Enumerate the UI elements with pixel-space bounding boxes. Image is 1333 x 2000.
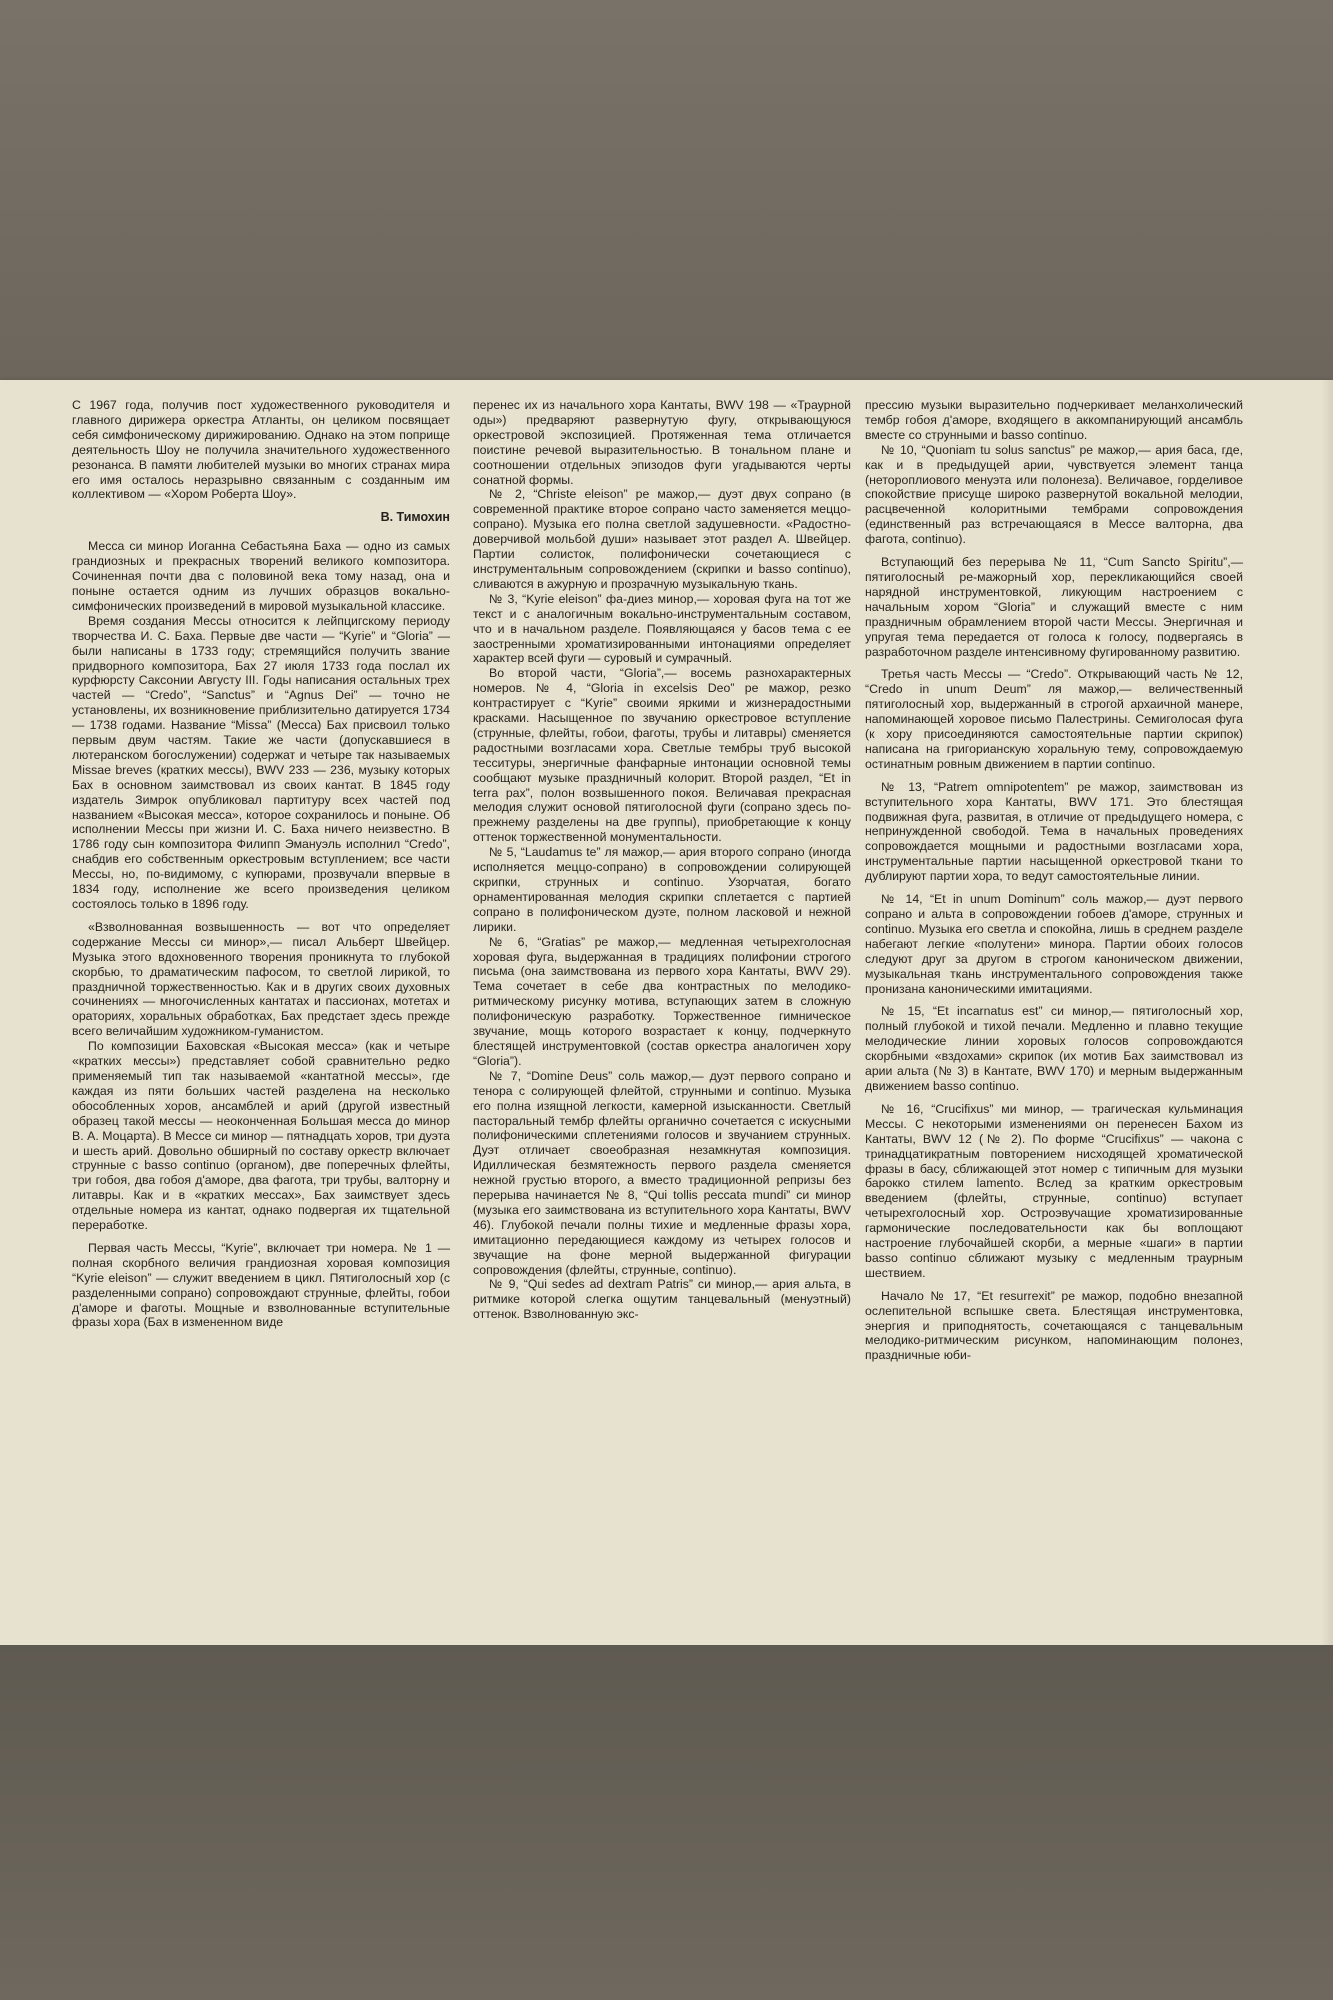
paragraph: № 13, “Patrem omnipotentem” ре мажор, заимствован из вступительного хора Кантаты, BWV 171. Это блестящая подвижная фуга, развитая, в отличие от предыдущего номера, с непринужденной свободой. Тема в начальных проведениях сопровождается мощными и радостными возгласами хора, инструментальные партии насыщенной оркестровой ткани то дублируют партии хора, то ведут самостоятельные линии. xyxy=(865,779,1243,884)
text-column-1 xyxy=(72,398,450,1330)
text-column-3 xyxy=(865,398,1243,1363)
paragraph: Третья часть Мессы — “Credo”. Открывающий часть № 12, “Credo in unum Deum” ля мажор,— величественный пятиголосный хор, выдержанный в строгой архаичной манере, напоминающей хоровое письмо Палестрины. Семиголосая фуга (к хору присоединяются самостоятельные партии скрипок) написана на григорианскую хоральную тему, сопровождаемую остинатным ровным движением в партии continuo. xyxy=(865,667,1243,771)
paragraph: № 5, “Laudamus te” ля мажор,— ария второго сопрано (иногда исполняется меццо-сопрано) в сопровождении солирующей скрипки, струнных и continuo. Узорчатая, богато орнаментированная мелодия скрипки сплетается с партией сопрано в полифоническом дуэте, полном ласковой и нежной лирики. xyxy=(473,845,851,934)
paragraph: № 2, “Christe eleison” ре мажор,— дуэт двух сопрано (в современной практике второе сопрано часто заменяется меццо-сопрано). Музыка его полна светлой задушевности. «Радостно-доверчивой мольбой души» называет этот раздел А. Швейцер. Партии солисток, полифонически сочетающиеся с инструментальным сопровождением (скрипки и basso continuo), сливаются в ажурную и прозрачную музыкальную ткань. xyxy=(473,487,851,591)
paragraph: перенес их из начального хора Кантаты, BWV 198 — «Траурной оды») предваряют развернутую фугу, открывающуюся оркестровой экспозицией. Протяженная тема отличается поистине речевой выразительностью. В тональном плане и соотношении отдельных эпизодов фуги угадываются черты сонатной формы. xyxy=(473,398,851,487)
text-column-2 xyxy=(473,398,851,1322)
paragraph: «Взволнованная возвышенность — вот что определяет содержание Мессы си минор»,— писал Альберт Швейцер. Музыка этого вдохновенного творения проникнута то глубокой скорбью, то драматическим пафосом, то светлой лирикой, то праздничной торжественностью. Как и в других своих духовных сочинениях — многочисленных кантатах и пассионах, мотетах и ораториях, хоральных обработках, Бах предстает здесь прежде всего величайшим художником-гуманистом. xyxy=(72,919,450,1039)
paragraph: Месса си минор Иоганна Себастьяна Баха — одно из самых грандиозных и прекрасных творений великого композитора. Сочиненная почти два с половиной века тому назад, она и поныне остается одним из лучших образцов вокально-симфонических произведений в мировой музыкальной классике. xyxy=(72,539,450,613)
paragraph: № 10, “Quoniam tu solus sanctus” ре мажор,— ария баса, где, как и в предыдущей арии, чувствуется элемент танца (нетороплиового менуэта или полонеза). Величавое, горделивое спокойствие присуще широко развернутой вокальной мелодии, расцвеченной колоритными тембрами сопровождения (единственный раз встречающаяся в Мессе валторна, два фагота, continuo). xyxy=(865,442,1243,547)
author-signature: В. Тимохин xyxy=(380,510,450,525)
background-top xyxy=(0,0,1333,380)
paragraph: № 7, “Domine Deus” соль мажор,— дуэт первого сопрано и тенора с солирующей флейтой, струнными и continuo. Музыка его полна изящной легкости, камерной изысканности. Светлый пасторальный тембр флейты органично сочетается с искусными полифоническими сплетениями голосов и звучанием струнных. Дуэт отличает своеобразная незамкнутая композиция. Идиллическая безмятежность первого раздела сменяется нежной грустью второго, а вместо традиционной репризы без перерыва начинается № 8, “Qui tollis peccata mundi” си минор (музыка его заимствована из вступительного хора Кантаты, BWV 46). Глубокой печали полны тихие и медленные фразы хора, имитационно передающиеся каждому из четырех голосов и звучащие на фоне мерной выдержанной фигурации сопровождения (флейты, струнные, continuo). xyxy=(473,1068,851,1277)
paragraph: № 14, “Et in unum Dominum” соль мажор,— дуэт первого сопрано и альта в сопровождении гобоев д'аморе, струнных и continuo. Музыка его светла и спокойна, лишь в среднем разделе набегают легкие «полутени» минора. Партии обоих голосов следуют друг за другом в строгом каноническом движении, музыкальная ткань инструментального сопровождения также пронизана каноническими имитациями. xyxy=(865,892,1243,996)
background-bottom xyxy=(0,1645,1333,2000)
paragraph: № 16, “Crucifixus” ми минор, — трагическая кульминация Мессы. С некоторыми изменениями он перенесен Бахом из Кантаты, BWV 12 (№ 2). По форме “Crucifixus” — чакона с тринадцатикратным повторением нисходящей хроматической фразы в басу, сближающей этот номер с типичным для музыки барокко стилем lamento. Вслед за кратким оркестровым введением (флейты, струнные, continuo) вступает четырехголосный хор. Остроэвучащие хроматизированные гармонические последовательности как бы воплощают настроение глубочайшей скорби, а мерные «шаги» в партии basso continuo сближают музыку с медленным траурным шествием. xyxy=(865,1101,1243,1280)
paragraph: № 3, “Kyrie eleison” фа-диез минор,— хоровая фуга на тот же текст и с аналогичным вокально-инструментальным составом, что и в начальном разделе. Появляющаяся у басов тема с ее заостренными хроматизированными интонациями определяет характер всей фуги — суровый и сумрачный. xyxy=(473,591,851,666)
paragraph: Вступающий без перерыва № 11, “Cum Sancto Spiritu”,— пятиголосный ре-мажорный хор, перекликающийся своей нарядной инструментовкой, ликующим настроением с начальным хором “Gloria” и служащий вместе с ним праздничным обрамлением второй части Мессы. Энергичная и упругая тема передается от голоса к голосу, подвергаясь в разработочном разделе интенсивному фугированному развитию. xyxy=(865,555,1243,659)
paragraph: № 15, “Et incarnatus est” си минор,— пятиголосный хор, полный глубокой и тихой печали. Медленно и плавно текущие мелодические линии хоровых голосов сопровождаются скорбными «вздохами» скрипок (их мотив Бах заимствовал из арии альта (№ 3) в Кантате, BWV 170) и мерным выдержанным движением basso continuo. xyxy=(865,1004,1243,1093)
sheet-shadow-edge xyxy=(1321,380,1333,1645)
paragraph: Первая часть Мессы, “Kyrie”, включает три номера. № 1 — полная скорбного величия грандиозная хоровая композиция “Kyrie eleison” — служит введением в цикл. Пятиголосный хор (с разделенными сопрано) сопровождают струнные, флейты, гобои д'аморе и фаготы. Мощные и взволнованные вступительные фразы хора (Бах в измененном виде xyxy=(72,1240,450,1330)
paragraph: прессию музыки выразительно подчеркивает меланхолический тембр гобоя д'аморе, входящего в аккомпанирующий ансамбль вместе со струнными и basso continuo. xyxy=(865,398,1243,442)
paragraph: С 1967 года, получив пост художественного руководителя и главного дирижера оркестра Атланты, он целиком посвящает себя симфоническому дирижированию. Однако на этом поприще деятельность Шоу не получила значительного художественного резонанса. В памяти любителей музыки во многих странах мира его имя осталось неразрывно связанным с созданным им коллективом — «Хором Роберта Шоу». xyxy=(72,398,450,502)
paragraph: Во второй части, “Gloria”,— восемь разнохарактерных номеров. № 4, “Gloria in excelsis Deo” ре мажор, резко контрастирует с “Kyrie” своими яркими и жизнерадостными красками. Насыщенное по звучанию оркестровое вступление (струнные, флейты, гобои, фаготы, трубы и литавры) сменяется радостными возгласами хора. Светлые тембры труб высокой тесситуры, энергичные фанфарные интонации основной темы сообщают музыке праздничный колорит. Второй раздел, “Et in terra pax”, полон возвышенного покоя. Величавая прекрасная мелодия служит основой пятиголосной фуги (сопрано здесь по-прежнему разделены на две группы), приобретающие к концу оттенок торжественной монументальности. xyxy=(473,666,851,845)
paragraph: № 6, “Gratias” ре мажор,— медленная четырехголосная хоровая фуга, выдержанная в традициях полифонии строгого письма (она заимствована из первого хора Кантаты, BWV 29). Тема сочетает в себе два контрастных по мелодико-ритмическому рисунку мотива, вступающих затем в сложную полифоническую разработку. Торжественное гимническое звучание, мощь которого возрастает к концу, подчеркнуто блестящей инструментовкой (состав оркестра аналогичен хору “Gloria”). xyxy=(473,934,851,1068)
paragraph: № 9, “Qui sedes ad dextram Patris” си минор,— ария альта, в ритмике которой слегка ощутим танцевальный (менуэтный) оттенок. Взволнованную экс- xyxy=(473,1277,851,1322)
paragraph: Начало № 17, “Et resurrexit” ре мажор, подобно внезапной ослепительной вспышке света. Блестящая инструментовка, энергия и приподнятость, сочетающаяся с танцевальным мелодико-ритмическим рисунком, напоминающим полонез, праздничные юби- xyxy=(865,1288,1243,1363)
paragraph: Время создания Мессы относится к лейпцигскому периоду творчества И. С. Баха. Первые две части — “Kyrie” и “Gloria” — были написаны в 1733 году; стремящийся получить звание придворного композитора, Бах 27 июля 1733 года послал их курфюрсту Саксонии Августу III. Годы написания остальных трех частей — “Credo”, “Sanctus” и “Agnus Dei” — точно не установлены, их возникновение приблизительно датируется 1734 — 1738 годами. Название “Missa” (Месса) Бах присвоил только первым двум частям. Такие же части (допускавшиеся в лютеранском богослужении) содержат и четыре так называемых Missae breves (кратких мессы), BWV 233 — 236, музыку которых Бах в основном заимствовал из своих кантат. В 1845 году издатель Зимрок опубликовал партитуру всех частей под названием «Высокая месса», которое сохранилось и поныне. Об исполнении Мессы при жизни И. С. Баха ничего неизвестно. В 1786 году сын композитора Филипп Эмануэль исполнил “Credo”, снабдив его собственным оркестровым вступлением; все части Мессы, но, по-видимому, с купюрами, прозвучали впервые в 1834 году, исполнение же всего произведения целиком состоялось только в 1896 году. xyxy=(72,613,450,911)
paragraph: По композиции Баховская «Высокая месса» (как и четыре «кратких мессы») представляет собой сравнительно редко применяемый тип так называемой «кантатной мессы», где каждая из пяти больших частей разделена на несколько обособленных хоров, ансамблей и арий (другой известный образец такой мессы — неоконченная Большая месса до минор В. А. Моцарта). В Мессе си минор — пятнадцать хоров, три дуэта и шесть арий. Довольно обширный по составу оркестр включает струнные с basso continuo (органом), две поперечных флейты, три гобоя, два гобоя д'аморе, два фагота, три трубы, валторну и литавры. Как и в «кратких мессах», Бах заимствует здесь отдельные номера из кантат, однако подвергая их тщательной переработке. xyxy=(72,1039,450,1233)
